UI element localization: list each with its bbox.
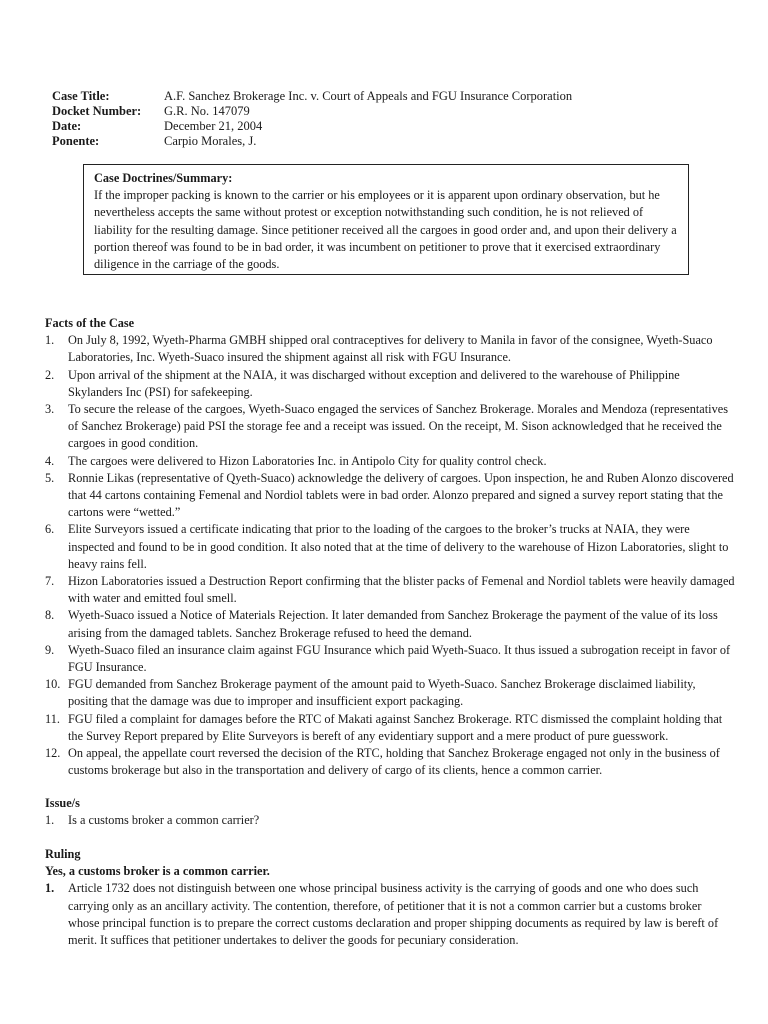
ruling-section bbox=[45, 846, 735, 949]
ponente-value: Carpio Morales, J. bbox=[164, 134, 257, 148]
item-number: 1. bbox=[45, 333, 55, 348]
docket-row bbox=[52, 104, 572, 119]
list-item bbox=[45, 367, 735, 401]
list-item bbox=[45, 521, 735, 573]
item-number: 1. bbox=[45, 813, 55, 828]
ruling-answer: Yes, a customs broker is a common carrier. bbox=[45, 864, 270, 879]
date-label: Date: bbox=[52, 119, 82, 133]
list-item bbox=[45, 676, 735, 710]
case-header bbox=[52, 89, 572, 149]
item-number: 4. bbox=[45, 453, 55, 468]
list-item bbox=[45, 812, 735, 829]
case-title-value: A.F. Sanchez Brokerage Inc. v. Court of Appeals and FGU Insurance Corporation bbox=[164, 89, 573, 103]
item-text: To secure the release of the cargoes, Wyeth-Suaco engaged the services of Sanchez Brokerage. Morales and Mendoza (representatives of Sanchez Brokerage) paid PSI the storage fee and a receipt was issued. On the receipt, M. Sison acknowledged that he received the cargoes in good condition. bbox=[68, 402, 728, 451]
ruling-list bbox=[45, 880, 735, 949]
item-text: On July 8, 1992, Wyeth-Pharma GMBH shipped oral contraceptives for delivery to Manila in favor of the consignee, Wyeth-Suaco Laboratories, Inc. Wyeth-Suaco insured the shipment against all risk with FGU Insurance. bbox=[68, 333, 713, 365]
item-text: Wyeth-Suaco filed an insurance claim against FGU Insurance which paid Wyeth-Suaco. It thus issued a subrogation receipt in favor of FGU Insurance. bbox=[68, 642, 731, 675]
item-text: Upon arrival of the shipment at the NAIA, it was discharged without exception and delivered to the warehouse of Philippine Skylanders Inc (PSI) for safekeeping. bbox=[68, 367, 680, 399]
case-doctrines-text: If the improper packing is known to the carrier or his employees or it is apparent upon ordinary observation, but he nevertheless accepts the same without protest or exception notwithstanding such condition, he is not relieved of liability for the resulting damage. Since petitioner received all the cargoes in good order and, and upon their delivery a portion thereof was found to be in bad order, it was incumbent on petitioner to prove that it exercised extraordinary diligence in the carriage of the goods. bbox=[94, 188, 677, 272]
item-text: Wyeth-Suaco issued a Notice of Materials Rejection. It later demanded from Sanchez Brokerage the payment of the value of its loss arising from the damaged tablets. Sanchez Brokerage refused to heed the demand. bbox=[68, 608, 718, 640]
list-item bbox=[45, 745, 735, 779]
facts-list bbox=[45, 332, 735, 779]
case-doctrines-title: Case Doctrines/Summary: bbox=[94, 171, 233, 185]
issues-section bbox=[45, 795, 735, 829]
item-text: Hizon Laboratories issued a Destruction Report confirming that the blister packs of Femenal and Nordiol tablets were heavily damaged with water and emitted foul smell. bbox=[68, 574, 735, 606]
item-text: Ronnie Likas (representative of Qyeth-Suaco) acknowledge the delivery of cargoes. Upon inspection, he and Ruben Alonzo discovered that 44 cartons containing Femenal and Nordiol tablets were in bad order. Alonzo prepared and signed a survey report stating that the cartons were “wetted.” bbox=[68, 470, 734, 520]
list-item bbox=[45, 711, 735, 745]
item-number: 8. bbox=[45, 608, 55, 623]
docket-label: Docket Number: bbox=[52, 104, 142, 118]
ponente-label: Ponente: bbox=[52, 134, 100, 148]
item-number: 1. bbox=[45, 881, 55, 896]
list-item bbox=[45, 453, 735, 470]
facts-heading: Facts of the Case bbox=[45, 316, 135, 330]
case-title-row bbox=[52, 89, 572, 104]
docket-value: G.R. No. 147079 bbox=[164, 104, 250, 118]
item-number: 9. bbox=[45, 642, 55, 657]
case-doctrines-box bbox=[83, 164, 689, 275]
item-text: FGU filed a complaint for damages before the RTC of Makati against Sanchez Brokerage. RTC dismissed the complaint holding that the Survey Report prepared by Elite Surveyors is bereft of any evidentiary support and a mere product of pure guesswork. bbox=[68, 711, 723, 743]
item-text: FGU demanded from Sanchez Brokerage payment of the amount paid to Wyeth-Suaco. Sanchez Brokerage disclaimed liability, positing that the damage was due to improper and insufficient export packaging. bbox=[68, 677, 696, 709]
item-number: 12. bbox=[45, 746, 61, 761]
list-item bbox=[45, 880, 735, 949]
item-number: 2. bbox=[45, 367, 55, 382]
date-value: December 21, 2004 bbox=[164, 119, 263, 133]
list-item bbox=[45, 573, 735, 607]
list-item bbox=[45, 607, 735, 641]
item-number: 5. bbox=[45, 470, 55, 485]
item-text: The cargoes were delivered to Hizon Laboratories Inc. in Antipolo City for quality control check. bbox=[68, 453, 547, 468]
ponente-row bbox=[52, 134, 572, 149]
item-number: 7. bbox=[45, 574, 55, 589]
case-title-label: Case Title: bbox=[52, 89, 110, 103]
list-item bbox=[45, 332, 735, 366]
item-text: Article 1732 does not distinguish between one whose principal business activity is the carrying of goods and one who does such carrying only as an ancillary activity. The contention, therefore, of petitioner that it is not a common carrier but a customs broker whose principal function is to prepare the correct customs declaration and proper shipping documents as required by law is bereft of merit. It suffices that petitioner undertakes to deliver the goods for pecuniary consideration. bbox=[68, 881, 719, 948]
facts-section bbox=[45, 315, 735, 779]
item-number: 3. bbox=[45, 402, 55, 417]
issues-heading: Issue/s bbox=[45, 796, 80, 810]
list-item bbox=[45, 401, 735, 453]
item-number: 6. bbox=[45, 522, 55, 537]
item-number: 11. bbox=[45, 711, 60, 726]
issues-list bbox=[45, 812, 735, 829]
item-number: 10. bbox=[45, 677, 61, 692]
list-item bbox=[45, 470, 735, 522]
item-text: Is a customs broker a common carrier? bbox=[68, 813, 260, 828]
item-text: Elite Surveyors issued a certificate indicating that prior to the loading of the cargoes to the broker’s trucks at NAIA, they were inspected and found to be in good condition. It also noted that at the time of delivery to the warehouse of Hizon Laboratories, slight to heavy rains fell. bbox=[68, 522, 729, 571]
item-text: On appeal, the appellate court reversed the decision of the RTC, holding that Sanchez Brokerage engaged not only in the business of customs brokerage but also in the transportation and delivery of cargo of its clients, hence a common carrier. bbox=[68, 746, 720, 778]
date-row bbox=[52, 119, 572, 134]
ruling-heading: Ruling bbox=[45, 847, 81, 861]
list-item bbox=[45, 642, 735, 676]
